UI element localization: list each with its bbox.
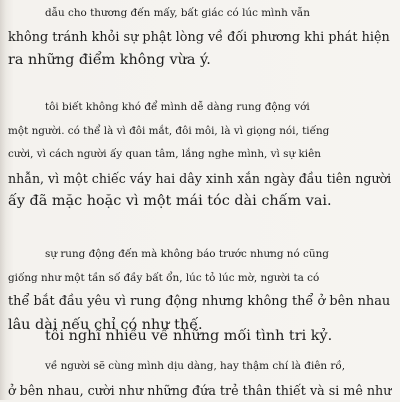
text-line: một người. có thể là vì đôi mắt, đôi môi, là vì giọng nói, tiếng [8,124,330,137]
text-line: ở bên nhau, cười như những đứa trẻ thân thiết và si mê như [8,382,392,398]
paragraph-1 [8,2,390,73]
text-line: dẫu cho thương đến mấy, bất giác có lúc mình vẫn [45,7,310,19]
text-line: cười, vì cách người ấy quan tâm, lắng nghe mình, vì sự kiên [8,148,321,161]
text-line: lâu dài nếu chỉ có như thế. [8,316,203,333]
text-line: giống như một tần số đầy bất ổn, lúc tỏ lúc mờ, người ta có [8,271,320,284]
text-line: tôi nghĩ nhiều về những mối tình tri kỷ. [45,328,333,344]
text-line: về người sẽ cùng mình dịu dàng, hay thậm chí là điên rồ, [45,360,346,372]
paragraph-4 [8,325,332,349]
text-line: nhẫn, vì một chiếc váy hai dây xinh xắn ngày đầu tiên người [8,170,392,186]
paragraph-2 [8,96,391,214]
paragraph-3 [8,243,390,337]
text-line: sự rung động đến mà không báo trước nhưng nó cũng [45,248,329,260]
text-line: thể bắt đầu yêu vì rung động nhưng không thể ở bên nhau [8,294,391,310]
text-line: không tránh khỏi sự phật lòng về đối phương khi phát hiện [8,29,390,45]
paragraph-5 [8,355,391,402]
text-line: ra những điểm không vừa ý. [8,52,211,69]
text-line: ấy đã mặc hoặc vì một mái tóc dài chấm vai. [8,193,332,210]
text-line: tôi biết không khó để mình dễ dàng rung động với [45,101,310,113]
